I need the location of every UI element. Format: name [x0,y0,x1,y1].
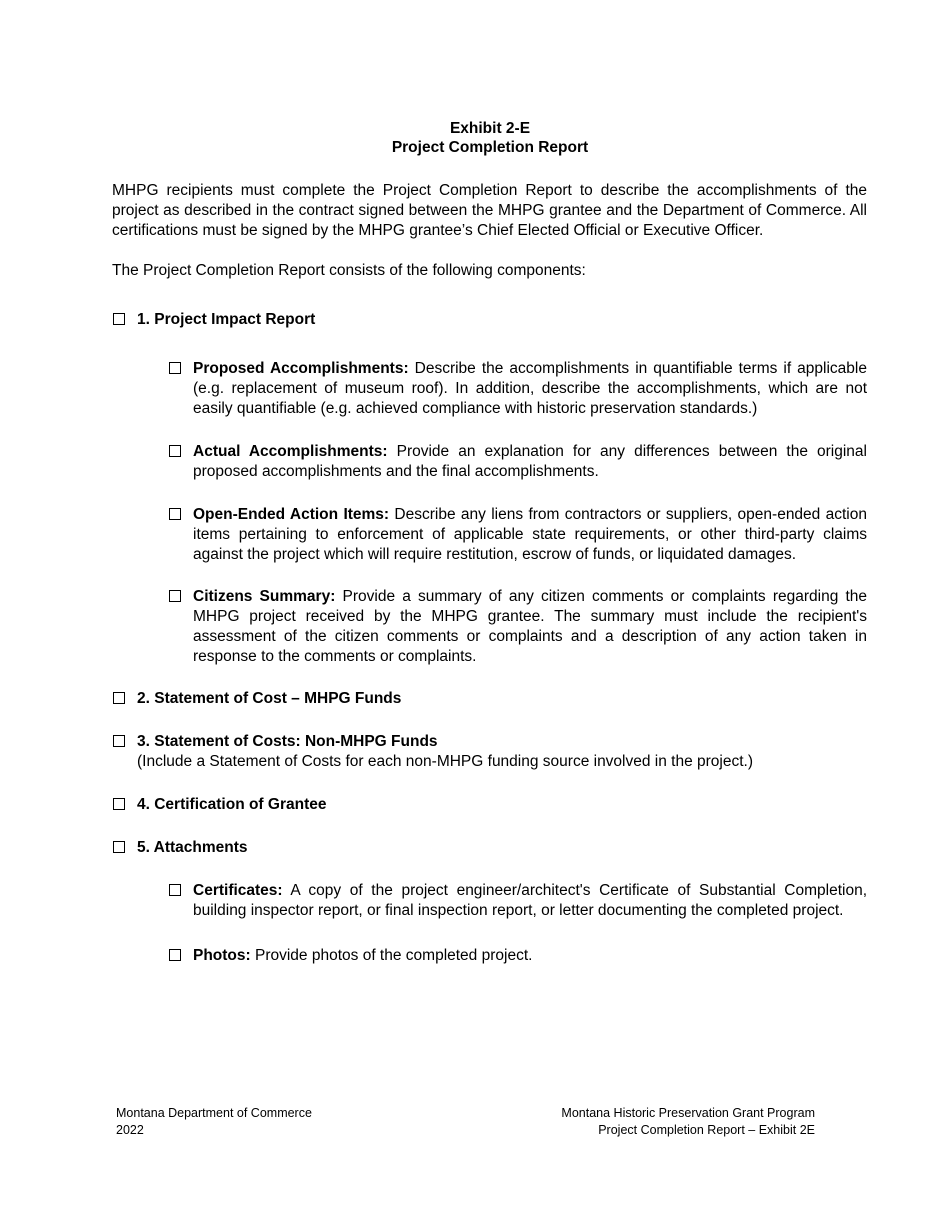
item-label: Certificates: [193,882,283,899]
section-4-heading: 4. Certification of Grantee [137,796,327,813]
intro-text [112,181,867,281]
footer-year: 2022 [116,1123,144,1137]
intro-paragraph-1: MHPG recipients must complete the Project Completion Report to describe the accomplishments of the project as described in the contract signed between the MHPG grantee and the Department of Commerce. All certifications must be signed by the MHPG grantee’s Chief Elected Official or Executive Officer. [112,182,867,239]
checkbox-section-2[interactable] [113,692,125,704]
checkbox-section-4[interactable] [113,798,125,810]
item-text: Provide a summary of any citizen comments or complaints regarding the MHPG project received by the MHPG grantee. The summary must include the recipient's assessment of the citizen comments or complaints and a description of any action taken in response to the comments or complaints. [193,588,867,665]
section-5 [113,838,873,858]
checkbox-section-1[interactable] [113,313,125,325]
section-3 [113,732,873,772]
checkbox-section-5[interactable] [113,841,125,853]
page-title [0,119,950,157]
exhibit-label: Exhibit 2-E [449,120,531,137]
checkbox-open-ended-action-items[interactable] [169,508,181,520]
item-photos [169,946,867,966]
item-certificates [169,881,867,921]
footer-left [116,1105,312,1139]
footer-department: Montana Department of Commerce [116,1106,312,1120]
section-3-note: (Include a Statement of Costs for each non-MHPG funding source involved in the project.) [137,753,754,770]
item-label: Photos: [193,947,251,964]
section-5-heading: 5. Attachments [137,839,248,856]
section-1 [113,310,873,330]
item-actual-accomplishments [169,442,867,482]
item-label: Proposed Accomplishments: [193,360,409,377]
item-open-ended-action-items [169,505,867,565]
checkbox-section-3[interactable] [113,735,125,747]
footer-document-title: Project Completion Report – Exhibit 2E [598,1123,815,1137]
item-text: Describe any liens from contractors or suppliers, open-ended action items pertaining to enforcement of applicable state requirements, or other third-party claims against the project which will require restitution, escrow of funds, or liquidated damages. [193,506,867,563]
item-citizens-summary [169,587,867,667]
item-text: Provide photos of the completed project. [250,947,533,964]
footer-program: Montana Historic Preservation Grant Program [561,1106,815,1120]
item-text: Describe the accomplishments in quantifiable terms if applicable (e.g. replacement of museum roof). In addition, describe the accomplishments, which are not easily quantifiable (e.g. achieved compliance with historic preservation standards.) [193,360,867,417]
section-2 [113,689,873,709]
section-4 [113,795,873,815]
report-title: Project Completion Report [391,139,589,156]
section-3-heading: 3. Statement of Costs: Non-MHPG Funds [137,733,438,750]
intro-paragraph-2: The Project Completion Report consists of the following components: [112,262,586,279]
item-text: A copy of the project engineer/architect's Certificate of Substantial Completion, building inspector report, or final inspection report, or letter documenting the completed project. [193,882,867,919]
checkbox-citizens-summary[interactable] [169,590,181,602]
item-label: Open-Ended Action Items: [193,506,390,523]
checkbox-proposed-accomplishments[interactable] [169,362,181,374]
item-label: Citizens Summary: [193,588,336,605]
item-label: Actual Accomplishments: [193,443,388,460]
section-2-heading: 2. Statement of Cost – MHPG Funds [137,690,402,707]
checkbox-photos[interactable] [169,949,181,961]
checkbox-certificates[interactable] [169,884,181,896]
item-proposed-accomplishments [169,359,867,419]
item-text: Provide an explanation for any differences between the original proposed accomplishments and the final accomplishments. [193,443,867,480]
section-1-heading: 1. Project Impact Report [137,311,316,328]
checkbox-actual-accomplishments[interactable] [169,445,181,457]
footer-right [520,1105,815,1139]
